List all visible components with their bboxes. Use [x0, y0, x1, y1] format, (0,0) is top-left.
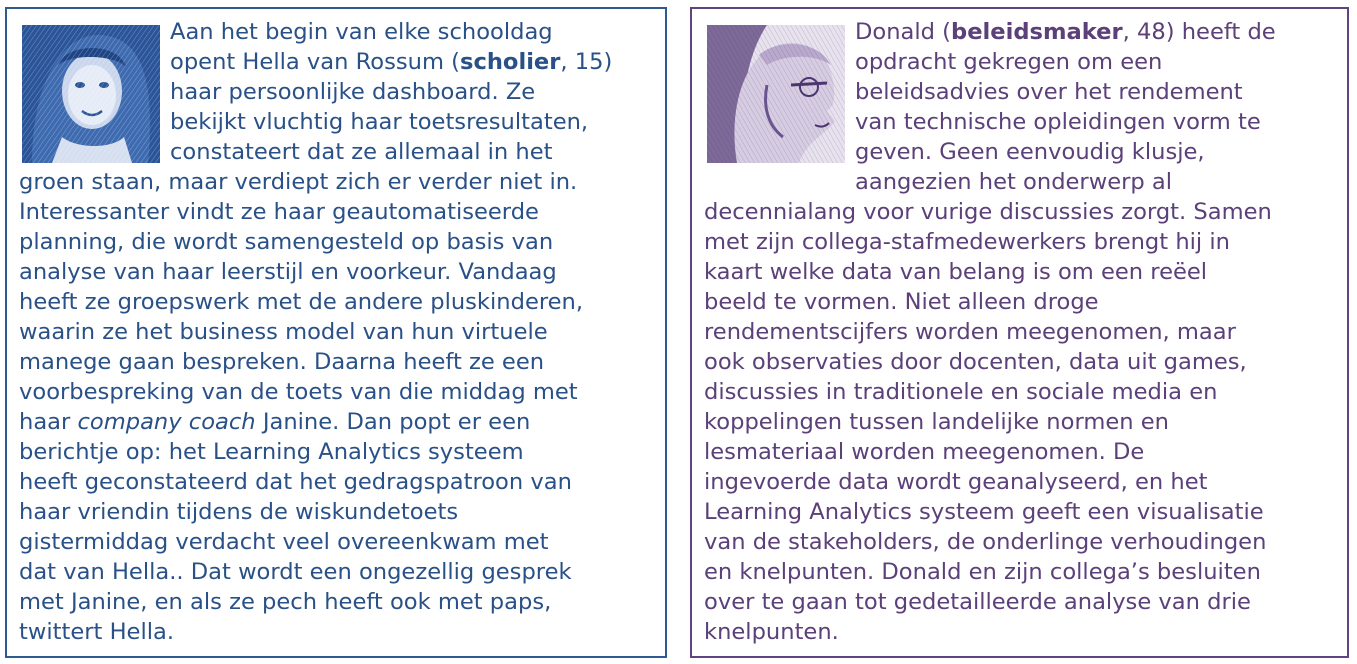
text-line: knelpunten.	[704, 619, 839, 645]
text-line: bekijkt vluchtig haar toetsresultaten,	[170, 109, 589, 135]
text-line: van technische opleidingen vorm te	[855, 109, 1261, 135]
text-line: rendementscijfers worden meegenomen, maar	[704, 319, 1236, 345]
role-label: beleidsmaker	[951, 19, 1123, 45]
text-line: analyse van haar leerstijl en voorkeur. Vandaag	[19, 259, 557, 285]
text-line: en knelpunten. Donald en zijn collega’s besluiten	[704, 559, 1261, 585]
text-line: groen staan, maar verdiept zich er verder niet in.	[19, 169, 578, 195]
text-line: waarin ze het business model van hun virtuele	[19, 319, 548, 345]
text-line: manege gaan bespreken. Daarna heeft ze een	[19, 349, 545, 375]
text-line: kaart welke data van belang is om een reëel	[704, 259, 1208, 285]
text-line: gistermiddag verdacht veel overeenkwam met	[19, 529, 549, 555]
text-line: discussies in traditionele en sociale media en	[704, 379, 1218, 405]
text-line: Donald (beleidsmaker, 48) heeft de	[855, 19, 1276, 45]
text-line: voorbespreking van de toets van die middag met	[19, 379, 578, 405]
text-line: haar persoonlijke dashboard. Ze	[170, 79, 536, 105]
text-line: opdracht gekregen om een	[855, 49, 1163, 75]
text-line: heeft geconstateerd dat het gedragspatroon van	[19, 469, 572, 495]
role-label: scholier	[460, 49, 561, 75]
text-line: dat van Hella.. Dat wordt een ongezellig gesprek	[19, 559, 572, 585]
text-line: koppelingen tussen landelijke normen en	[704, 409, 1169, 435]
text-line: Aan het begin van elke schooldag	[170, 19, 553, 45]
student-story-text	[19, 17, 659, 647]
persona-card-policymaker	[690, 7, 1349, 658]
text-line: berichtje op: het Learning Analytics systeem	[19, 439, 524, 465]
text-line: haar company coach Janine. Dan popt er een	[19, 409, 531, 435]
text-line: aangezien het onderwerp al	[855, 169, 1173, 195]
text-line: opent Hella van Rossum (scholier, 15)	[170, 49, 613, 75]
text-line: decennialang voor vurige discussies zorgt. Samen	[704, 199, 1272, 225]
text-line: met zijn collega-stafmedewerkers brengt hij in	[704, 229, 1230, 255]
text-line: van de stakeholders, de onderlinge verhoudingen	[704, 529, 1267, 555]
text-line: geven. Geen eenvoudig klusje,	[855, 139, 1205, 165]
persona-card-student	[5, 7, 667, 658]
text-line: constateert dat ze allemaal in het	[170, 139, 553, 165]
text-line: beeld te vormen. Niet alleen droge	[704, 289, 1099, 315]
text-line: Learning Analytics systeem geeft een visualisatie	[704, 499, 1264, 525]
text-line: Interessanter vindt ze haar geautomatiseerde	[19, 199, 539, 225]
text-line: ook observaties door docenten, data uit games,	[704, 349, 1247, 375]
text-line: heeft ze groepswerk met de andere pluskinderen,	[19, 289, 584, 315]
text-line: beleidsadvies over het rendement	[855, 79, 1243, 105]
text-line: twittert Hella.	[19, 619, 175, 645]
text-line: ingevoerde data wordt geanalyseerd, en het	[704, 469, 1208, 495]
text-line: haar vriendin tijdens de wiskundetoets	[19, 499, 459, 525]
text-line: met Janine, en als ze pech heeft ook met paps,	[19, 589, 552, 615]
italic-term: company coach	[77, 409, 256, 435]
policymaker-story-text	[704, 17, 1344, 647]
text-line: over te gaan tot gedetailleerde analyse van drie	[704, 589, 1251, 615]
text-line: planning, die wordt samengesteld op basis van	[19, 229, 554, 255]
text-line: lesmateriaal worden meegenomen. De	[704, 439, 1145, 465]
